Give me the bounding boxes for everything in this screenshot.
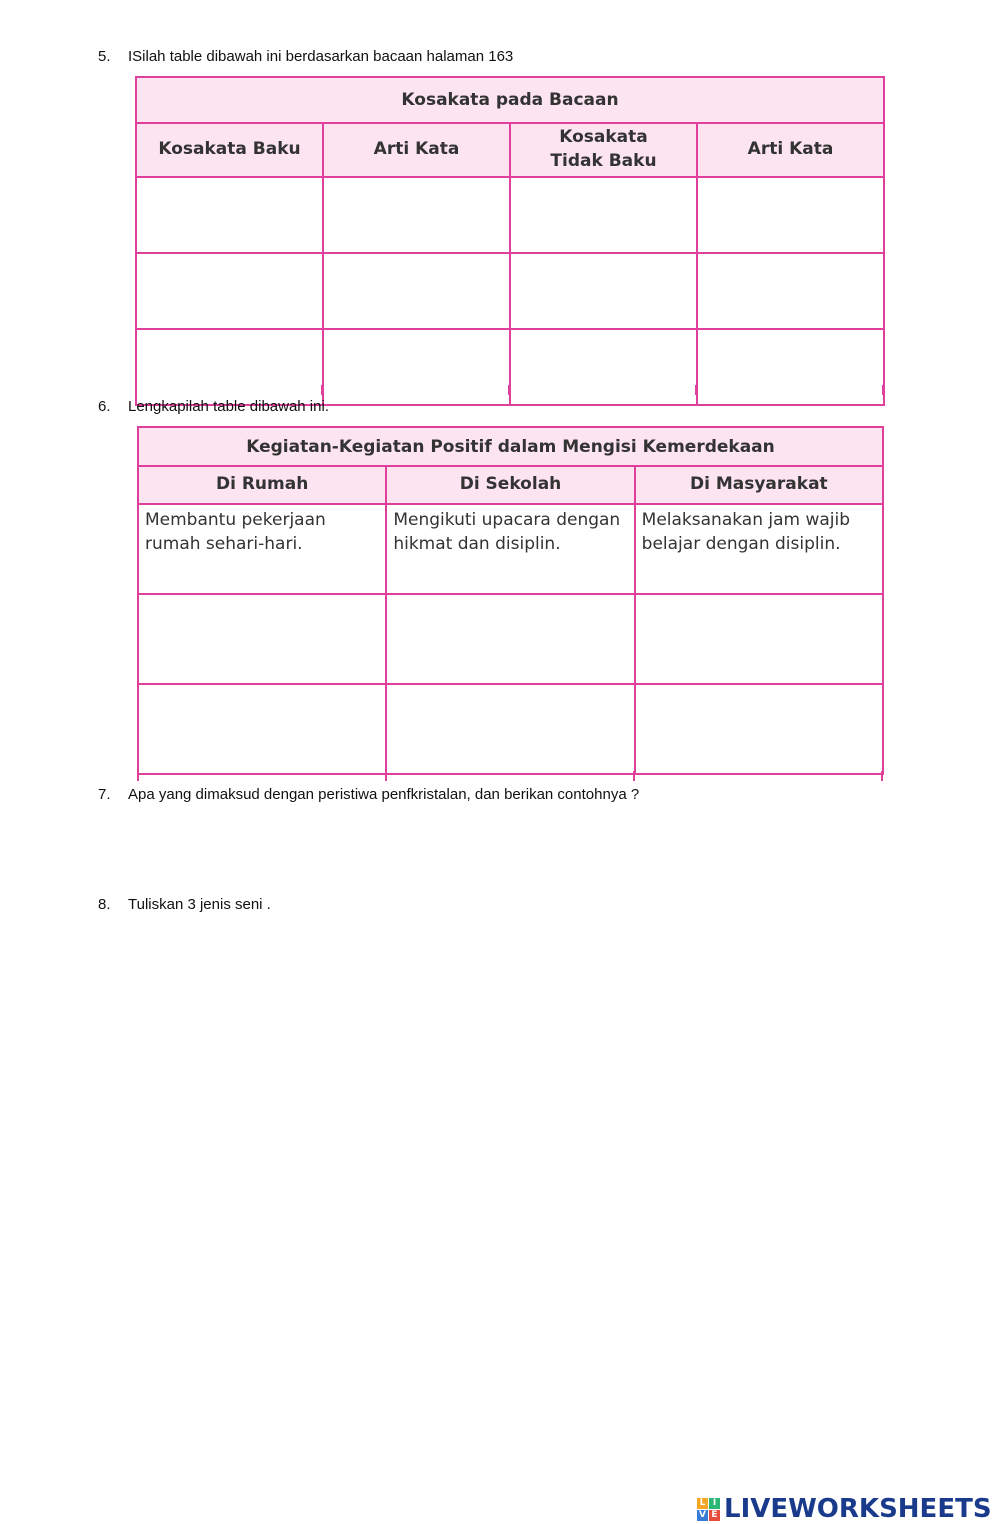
question-text: Tuliskan 3 jenis seni . [128,896,271,913]
question-8 [98,896,271,913]
example-cell: Membantu pekerjaan rumah sehari-hari. [138,504,386,594]
question-text: Apa yang dimaksud dengan peristiwa penfkristalan, dan berikan contohnya ? [128,786,640,803]
question-7 [98,786,639,803]
column-header: Kosakata Tidak Baku [510,123,697,177]
answer-cell[interactable] [510,253,697,329]
answer-cell[interactable] [138,594,386,684]
question-number: 7. [98,786,111,803]
answer-cell[interactable] [697,177,884,253]
logo-letter: E [709,1510,720,1521]
question-5 [98,48,513,65]
answer-cell[interactable] [323,177,510,253]
column-header: Di Masyarakat [635,466,883,504]
question-text: ISilah table dibawah ini berdasarkan bacaan halaman 163 [128,48,514,65]
positive-activities-table [137,426,884,775]
table-title: Kosakata pada Bacaan [136,77,884,123]
column-header: Di Sekolah [386,466,634,504]
answer-cell[interactable] [697,253,884,329]
logo-letter: I [709,1498,720,1509]
example-cell: Melaksanakan jam wajib belajar dengan disiplin. [635,504,883,594]
answer-cell[interactable] [323,253,510,329]
answer-cell[interactable] [635,684,883,774]
answer-cell[interactable] [510,177,697,253]
answer-cell[interactable] [138,684,386,774]
column-header: Kosakata Baku [136,123,323,177]
answer-cell[interactable] [386,684,634,774]
question-number: 8. [98,896,111,913]
liveworksheets-brand [697,1494,992,1524]
column-header: Arti Kata [697,123,884,177]
answer-cell[interactable] [136,253,323,329]
example-cell: Mengikuti upacara dengan hikmat dan disiplin. [386,504,634,594]
table-row [136,253,884,329]
logo-letter: V [697,1510,708,1521]
answer-cell[interactable] [136,177,323,253]
table-title: Kegiatan-Kegiatan Positif dalam Mengisi Kemerdekaan [138,427,883,466]
answer-cell[interactable] [635,594,883,684]
brand-logo-icon [697,1498,720,1521]
table-cut-edge [137,771,884,781]
table-cut-edge [135,385,885,395]
table-row [136,177,884,253]
answer-cell[interactable] [386,594,634,684]
table-row [138,684,883,774]
column-header: Arti Kata [323,123,510,177]
column-header: Di Rumah [138,466,386,504]
question-6 [98,398,329,415]
table-row [138,504,883,594]
question-text: Lengkapilah table dibawah ini. [128,398,329,415]
vocabulary-table [135,76,885,406]
question-number: 5. [98,48,111,65]
table-row [138,594,883,684]
question-number: 6. [98,398,111,415]
logo-letter: L [697,1498,708,1509]
brand-name: LIVEWORKSHEETS [724,1494,992,1524]
